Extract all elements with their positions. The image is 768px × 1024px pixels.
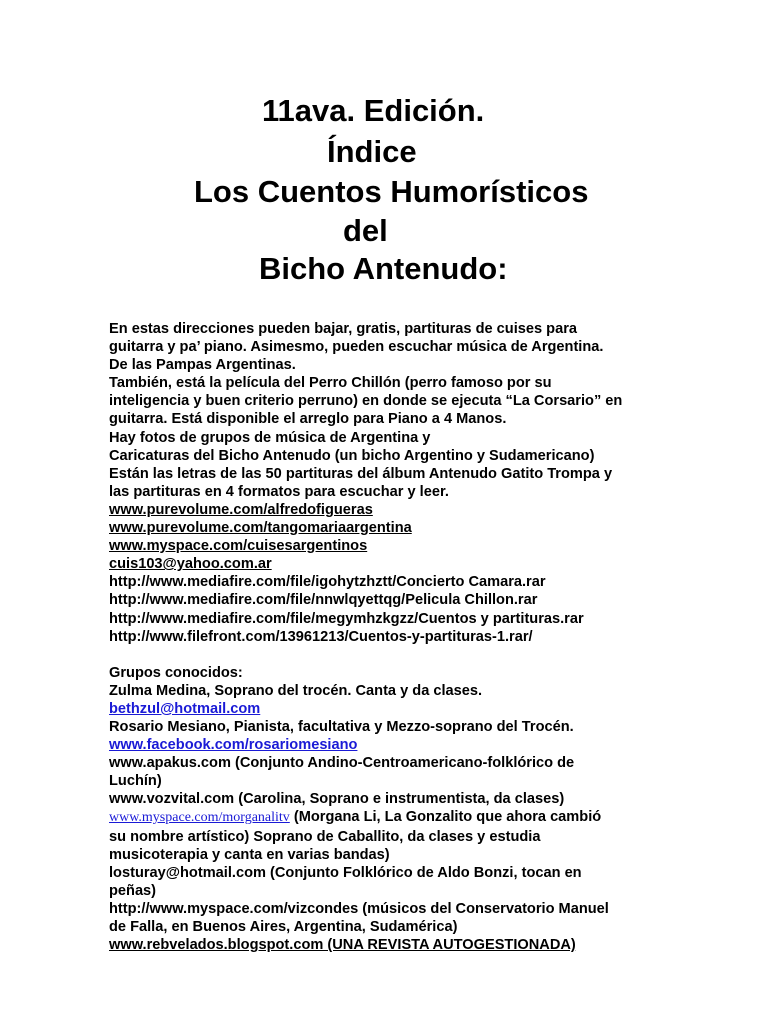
vizcondes-line-cont: de Falla, en Buenos Aires, Argentina, Sudamérica) (109, 919, 458, 935)
vizcondes-line: http://www.myspace.com/vizcondes (músicos del Conservatorio Manuel (109, 900, 609, 917)
title-line-1: Los Cuentos Humorísticos (194, 174, 589, 209)
index-heading: Índice (327, 134, 417, 169)
intro-line: También, está la película del Perro Chillón (perro famoso por su (109, 375, 552, 392)
title-line-3: Bicho Antenudo: (259, 251, 508, 286)
morgana-line-cont: su nombre artístico) Soprano de Caballito, da clases y estudia (109, 828, 541, 845)
mediafire-concierto-link: http://www.mediafire.com/file/igohytzhztt/Concierto Camara.rar (109, 574, 546, 591)
mediafire-cuentos-link: http://www.mediafire.com/file/megymhzkgzz/Cuentos y partituras.rar (109, 610, 584, 627)
morgana-line (109, 808, 749, 827)
myspace-cuises-link[interactable]: www.myspace.com/cuisesargentinos (109, 538, 368, 555)
morgana-description: (Morgana Li, La Gonzalito que ahora cambió (289, 809, 602, 826)
morgana-myspace-link[interactable]: www.myspace.com/morganalitv (109, 810, 290, 826)
rosario-line: Rosario Mesiano, Pianista, facultativa y Mezzo-soprano del Trocén. (109, 718, 574, 735)
rosario-facebook-link[interactable]: www.facebook.com/rosariomesiano (109, 737, 358, 754)
losturay-line-cont: peñas) (109, 882, 157, 899)
paragraph-gap (109, 646, 749, 664)
intro-line: De las Pampas Argentinas. (109, 357, 296, 374)
groups-heading: Grupos conocidos: (109, 664, 243, 681)
intro-line: Están las letras de las 50 partituras del álbum Antenudo Gatito Trompa y (109, 465, 613, 482)
mediafire-pelicula-link: http://www.mediafire.com/file/nnwlqyettqg/Pelicula Chillon.rar (109, 592, 538, 609)
intro-line: guitarra y pa’ piano. Asimesmo, pueden escuchar música de Argentina. (109, 339, 604, 356)
apakus-line-cont: Luchín) (109, 773, 162, 790)
intro-line: las partituras en 4 formatos para escuchar y leer. (109, 483, 449, 500)
purevolume-alfredofigueras-link[interactable]: www.purevolume.com/alfredofigueras (109, 501, 373, 518)
zulma-email-link[interactable]: bethzul@hotmail.com (109, 700, 261, 717)
filefront-link: http://www.filefront.com/13961213/Cuentos-y-partituras-1.rar/ (109, 628, 533, 645)
body-text (109, 320, 749, 954)
vozvital-line: www.vozvital.com (Carolina, Soprano e instrumentista, da clases) (109, 791, 565, 808)
rebvelados-link[interactable]: www.rebvelados.blogspot.com (UNA REVISTA AUTOGESTIONADA) (109, 937, 576, 954)
intro-line: Hay fotos de grupos de música de Argentina y (109, 429, 431, 446)
intro-line: Caricaturas del Bicho Antenudo (un bicho Argentino y Sudamericano) (109, 447, 595, 464)
intro-line: guitarra. Está disponible el arreglo para Piano a 4 Manos. (109, 411, 507, 428)
purevolume-tangomaria-link[interactable]: www.purevolume.com/tangomariaargentina (109, 520, 412, 537)
apakus-line: www.apakus.com (Conjunto Andino-Centroamericano-folklórico de (109, 755, 575, 772)
title-line-2: del (343, 213, 388, 248)
intro-line: inteligencia y buen criterio perruno) en donde se ejecuta “La Corsario” en (109, 393, 623, 410)
zulma-line: Zulma Medina, Soprano del trocén. Canta y da clases. (109, 682, 483, 699)
morgana-line-cont: musicoterapia y canta en varias bandas) (109, 846, 390, 863)
cuis-email-link[interactable]: cuis103@yahoo.com.ar (109, 556, 272, 573)
losturay-line: losturay@hotmail.com (Conjunto Folklórico de Aldo Bonzi, tocan en (109, 864, 582, 881)
intro-line: En estas direcciones pueden bajar, gratis, partituras de cuises para (109, 321, 577, 337)
edition-heading: 11ava. Edición. (262, 93, 485, 128)
